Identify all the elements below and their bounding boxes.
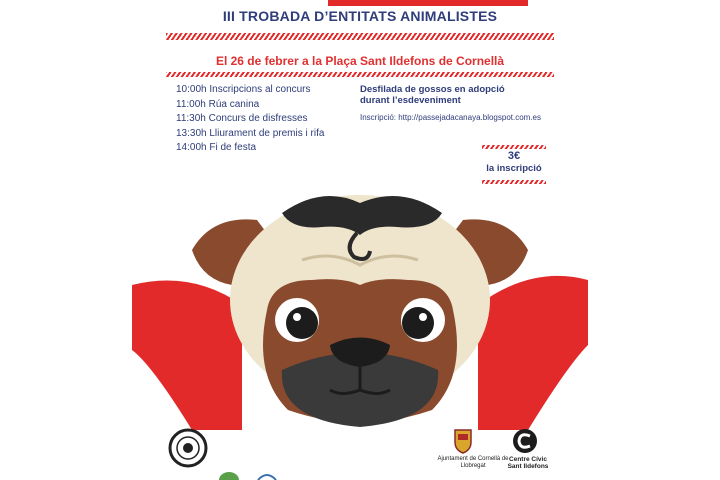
centre-civic-line-1: Centre Cívic — [509, 456, 547, 463]
centre-civic-text — [494, 456, 562, 470]
adoption-line-2: durant l’esdeveniment — [360, 95, 461, 106]
price-amount: 3€ — [507, 150, 521, 162]
pug-left-pupil — [286, 307, 318, 339]
event-date-place: El 26 de febrer a la Plaça Sant Ildefons de Cornellà — [215, 54, 505, 68]
top-stripe-divider — [166, 33, 554, 40]
price-stripe-bottom — [482, 180, 546, 184]
pug-right-pupil — [402, 307, 434, 339]
ajuntament-shield-logo — [454, 428, 472, 454]
centre-civic-logo — [512, 428, 538, 454]
pug-left-glint — [293, 313, 301, 321]
adoption-note — [360, 84, 560, 106]
ajuntament-logo-text: Ajuntament de Cornellà de Llobregat — [437, 456, 509, 469]
blue-logo — [256, 470, 278, 480]
price-label: la inscripció — [486, 163, 542, 174]
schedule-item: 13:30h Lliurament de premis i rifa — [176, 127, 325, 139]
price-box — [480, 150, 548, 175]
centre-civic-line-2: Sant Ildefons — [507, 463, 549, 470]
adoption-line-1: Desfilada de gossos en adopció — [360, 84, 505, 95]
schedule-item: 11:00h Rúa canina — [176, 98, 260, 110]
red-cape-right — [478, 276, 588, 430]
pug-illustration — [132, 185, 588, 430]
schedule-item: 10:00h Inscripcions al concurs — [176, 84, 311, 95]
poster-subtitle: III TROBADA D’ENTITATS ANIMALISTES — [222, 8, 498, 24]
mid-stripe-divider — [166, 72, 554, 77]
signup-url: Inscripció: http://passejadacanaya.blogspot.com.es — [360, 113, 541, 122]
entity-seal-logo — [168, 428, 208, 468]
schedule-list — [176, 83, 346, 156]
price-stripe-top — [482, 145, 546, 149]
red-cape — [132, 281, 242, 431]
schedule-item: 14:00h Fi de festa — [176, 142, 257, 153]
event-poster — [132, 0, 588, 480]
pug-right-glint — [419, 313, 427, 321]
green-logo — [218, 470, 240, 480]
schedule-item: 11:30h Concurs de disfresses — [176, 113, 308, 124]
title-remnant — [328, 0, 528, 6]
